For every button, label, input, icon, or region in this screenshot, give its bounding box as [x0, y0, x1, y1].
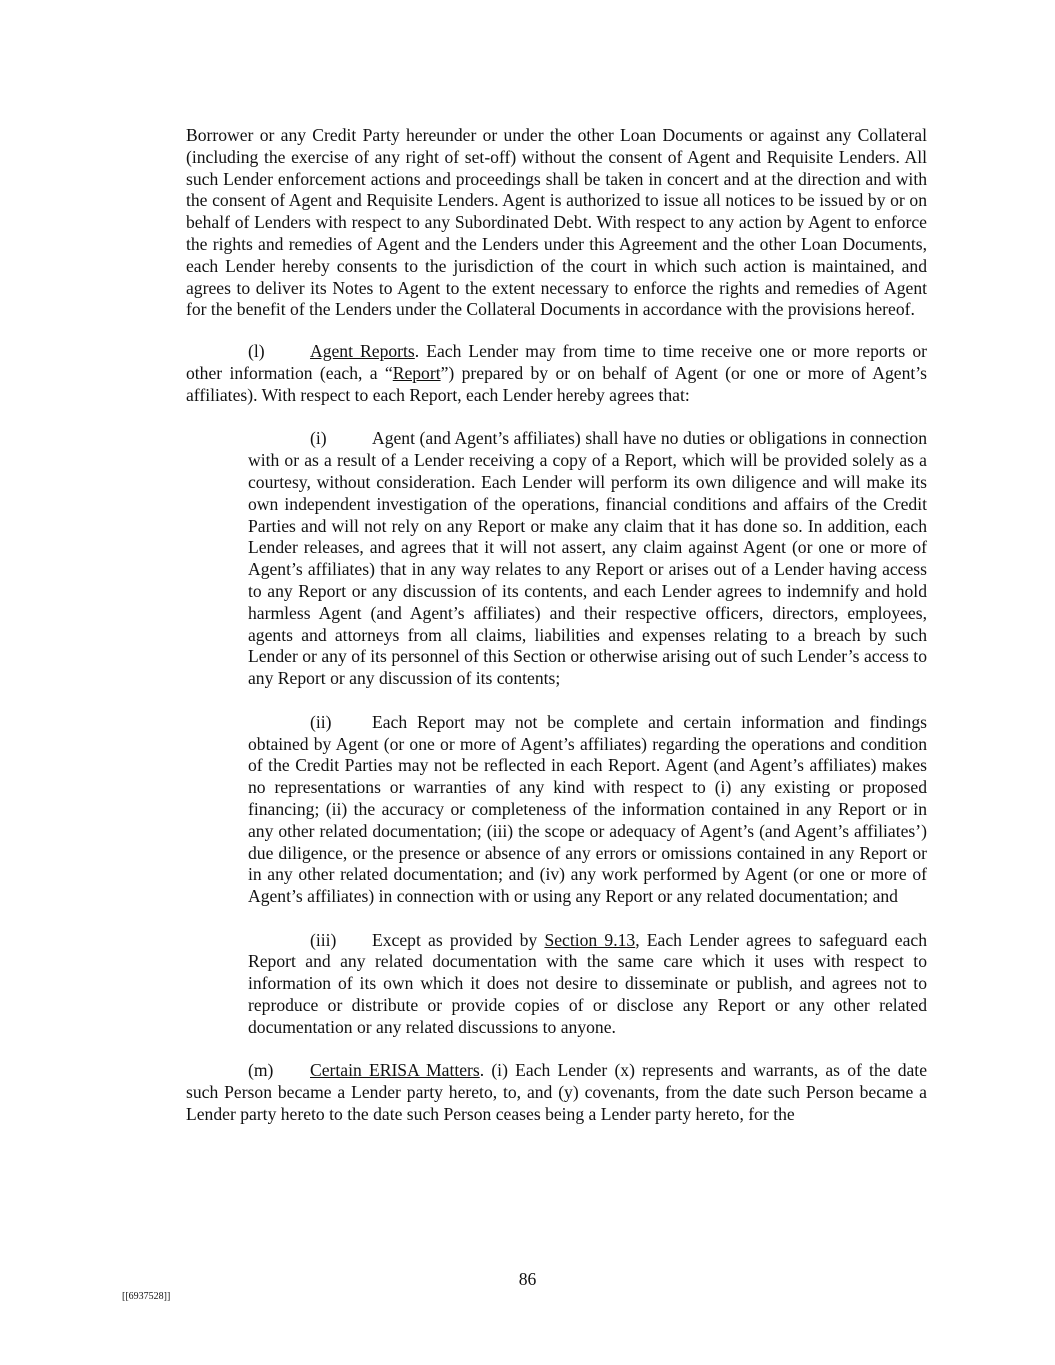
- subsection-iii: [248, 930, 927, 1039]
- section-l-agent-reports: [186, 341, 927, 406]
- document-id: [[6937528]]: [122, 1291, 171, 1302]
- subsection-marker: (i): [310, 428, 327, 449]
- section-text: ”) prepared by or on behalf of Agent (or one or more of Agent’s affiliates). With respect to each Report, each Lender hereby agrees that:: [186, 362, 927, 405]
- section-text: . Each Lender may from time to time receive one or more reports or other information (each, a “: [186, 341, 927, 383]
- section-marker: (m): [248, 1060, 274, 1081]
- subsection-marker: (iii): [310, 929, 337, 950]
- section-heading: Agent Reports: [310, 341, 415, 362]
- subsection-text: Agent (and Agent’s affiliates) shall have no duties or obligations in connection with or as a result of a Lender receiving a copy of a Report, which will be provided solely as a courtesy, without consideration. Each Lender will perform its own diligence and will make its own independent investigation of the operations, financial conditions and affairs of the Credit Parties and will not rely on any Report or make any claim that it has done so. In addition, each Lender releases, and agrees that it will not assert, any claim against Agent (or one or more of Agent’s affiliates) that in any way relates to any Report or arises out of a Lender having access to any Report or any discussion of its contents, and each Lender agrees to indemnify and hold harmless Agent (and Agent’s affiliates) and their respective officers, directors, employees, agents and attorneys from all claims, liabilities and expenses relating to a breach by such Lender or any of its personnel of this Section or otherwise arising out of such Lender’s access to any Report or any discussion of its contents;: [248, 428, 927, 689]
- subsection-text: Each Report may not be complete and certain information and findings obtained by Agent (or one or more of Agent’s affiliates) regarding the operations and condition of the Credit Parties may not be reflected in each Report. Agent (and Agent’s affiliates) makes no representations or warranties of any kind with respect to (i) any existing or proposed financing; (ii) the accuracy or completeness of the information contained in any Report or in any other related documentation; (iii) the scope or adequacy of Agent’s (and Agent’s affiliates’) due diligence, or the presence or absence of any errors or omissions contained in any Report or in any other related documentation; and (iv) any work performed by Agent (or one or more of Agent’s affiliates) in connection with or using any Report or any related documentation; and: [248, 711, 927, 907]
- subsection-text: , Each Lender agrees to safeguard each Report and any related documentation with the same care which it uses with respect to information of its own which it does not desire to disseminate or publish, and agrees not to reproduce or distribute or provide copies of or disclose any Report or any other related documentation or any related discussions to anyone.: [248, 929, 927, 1037]
- document-body: [186, 125, 927, 1148]
- page-number: 86: [518, 1269, 537, 1289]
- section-text: . (i) Each Lender (x) represents and warrants, as of the date such Person became a Lender party hereto, to, and (y) covenants, from the date such Person became a Lender party hereto to the date such Person ceases being a Lender party hereto, for the: [186, 1060, 928, 1125]
- subsection-text: Except as provided by: [372, 929, 545, 950]
- subsection-i: [248, 428, 927, 690]
- section-reference: Section 9.13: [544, 929, 636, 950]
- section-m-erisa-matters: [186, 1060, 927, 1125]
- defined-term: Report: [392, 362, 441, 383]
- section-heading: Certain ERISA Matters: [310, 1060, 480, 1081]
- paragraph-continued: Borrower or any Credit Party hereunder or under the other Loan Documents or against any Collateral (including the exercise of any right of set-off) without the consent of Agent and Requisite Lenders. All such Lender enforcement actions and proceedings shall be taken in concert and at the direction and with the consent of Agent and Requisite Lenders. Agent is authorized to issue all notices to be issued by or on behalf of Lenders with respect to any Subordinated Debt. With respect to any action by Agent to enforce the rights and remedies of Agent and the Lenders under this Agreement and the other Loan Documents, each Lender hereby consents to the jurisdiction of the court in which such action is maintained, and agrees to deliver its Notes to Agent to the extent necessary to enforce the rights and remedies of Agent for the benefit of the Lenders under the Collateral Documents in accordance with the provisions hereof.: [186, 125, 927, 320]
- subsection-marker: (ii): [310, 711, 332, 732]
- subsection-ii: [248, 712, 927, 908]
- section-marker: (l): [248, 341, 265, 362]
